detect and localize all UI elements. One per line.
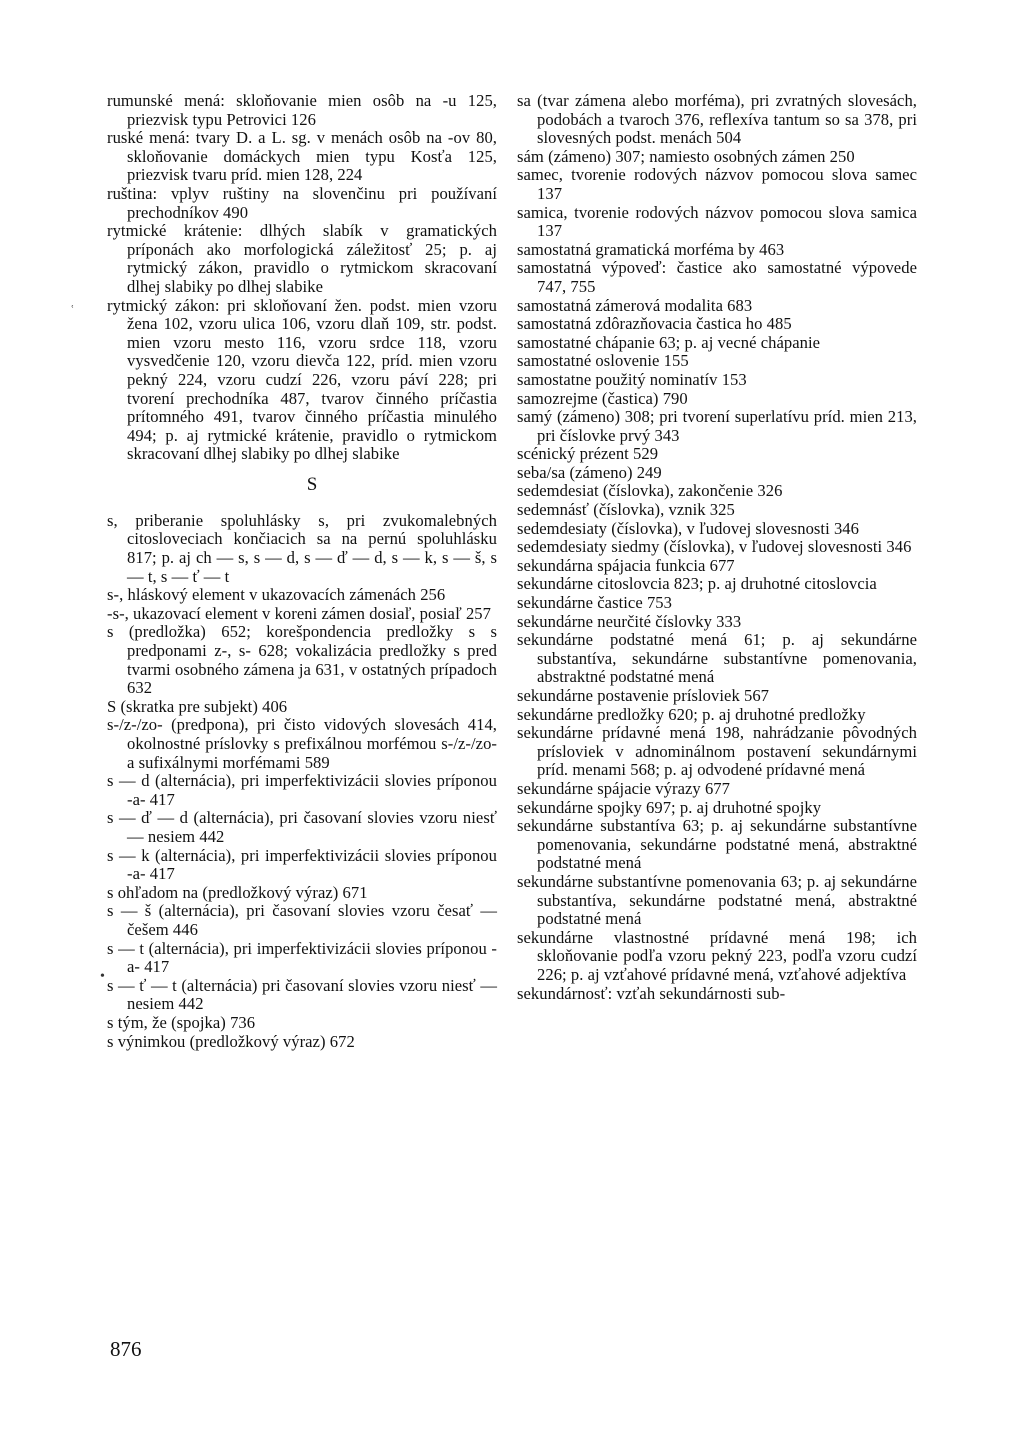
index-entry: s — ť — t (alternácia) pri časovaní slovies vzoru niesť — nesiem 442	[107, 975, 497, 1014]
index-entry: rumunské mená: skloňovanie mien osôb na -u 125, priezvisk typu Petrovici 126	[107, 91, 497, 129]
index-entry: s ohľadom na (predložkový výraz) 671	[107, 882, 368, 902]
index-entry: sekundárne neurčité číslovky 333	[517, 611, 742, 631]
index-entry: S (skratka pre subjekt) 406	[107, 696, 288, 716]
index-entry: sekundárne spájacie výrazy 677	[517, 778, 730, 798]
index-entry: samostatná gramatická morféma by 463	[517, 239, 785, 259]
index-entry: samý (zámeno) 308; pri tvorení superlatívu príd. mien 213, pri číslovke prvý 343	[517, 407, 917, 445]
index-entry: s (predložka) 652; korešpondencia predložky s s predponami z-, s- 628; vokalizácia predložky s pred tvarmi osobného zámena ja 631, v ostatných prípadoch 632	[107, 622, 497, 698]
index-entry: s — ď — d (alternácia), pri časovaní slovies vzoru niesť — nesiem 442	[107, 808, 497, 846]
index-entry: scénický prézent 529	[517, 444, 659, 464]
index-entry: sekundárne podstatné mená 61; p. aj sekundárne substantíva, sekundárne substantívne pomenovania, abstraktné podstatné mená	[517, 630, 917, 687]
index-entry: s — d (alternácia), pri imperfektivizácii slovies príponou -a- 417	[107, 771, 497, 809]
index-entry: ruské mená: tvary D. a L. sg. v menách osôb na -ov 80, skloňovanie domáckych mien typu Kosťa 125, priezvisk tvaru príd. mien 128, 224	[107, 128, 497, 185]
index-entry: seba/sa (zámeno) 249	[517, 462, 662, 482]
index-entry: -s-, ukazovací element v koreni zámen dosiaľ, posiaľ 257	[107, 603, 491, 623]
index-entry: sekundárne častice 753	[517, 593, 672, 613]
index-entry: sedemdesiaty siedmy (číslovka), v ľudovej slovesnosti 346	[517, 537, 912, 557]
index-entry: rytmický zákon: pri skloňovaní žen. podst. mien vzoru žena 102, vzoru ulica 106, vzoru dlaň 109, str. podst. mien vzoru mesto 116, vzoru srdce 118, vzoru vysvedčenie 120, vzoru dievča 122, príd. mien vzoru pekný 224, vzoru cudzí 226, vzoru páví 228; pri tvorení prechodníka 487, tvarov činného príčastia prítomného 491, tvarov činného príčastia minulého 494; p. aj rytmické krátenie, pravidlo o rytmickom skracovaní dlhej slabiky po dlhej slabike	[107, 295, 497, 464]
page-number: 876	[110, 1337, 142, 1361]
index-entry: sekundárne substantívne pomenovania 63; p. aj sekundárne substantíva, sekundárne podstatné mená, abstraktné podstatné mená	[517, 871, 917, 929]
index-entry: samec, tvorenie rodových názvov pomocou slova samec 137	[517, 165, 917, 203]
margin-mark: ʿ	[70, 304, 75, 319]
index-entry: samostatne použitý nominatív 153	[517, 369, 747, 389]
index-entry: sekundárne prídavné mená 198, nahrádzanie pôvodných prísloviek v adnominálnom postavení sekundárnymi príd. menami 568; p. aj odvodené prídavné mená	[517, 723, 917, 780]
index-entry: sekundárnosť: vzťah sekundárnosti sub-	[517, 983, 786, 1003]
index-entry: sekundárna spájacia funkcia 677	[517, 555, 735, 575]
index-entry: sedemdesiaty (číslovka), v ľudovej slovesnosti 346	[517, 518, 859, 538]
index-entry: sedemdesiat (číslovka), zakončenie 326	[517, 481, 783, 501]
index-entry: s — t (alternácia), pri imperfektivizácii slovies príponou -a- 417	[107, 938, 497, 977]
index-entry: s tým, že (spojka) 736	[107, 1012, 256, 1032]
index-entry: rytmické krátenie: dlhých slabík v gramatických príponách ako morfologická záležitosť 25; p. aj rytmický zákon, pravidlo o rytmickom skracovaní dlhej slabiky po dlhej slabike	[107, 221, 497, 296]
section-heading-s: S	[306, 473, 318, 495]
index-entry: sekundárne substantíva 63; p. aj sekundárne substantívne pomenovania, sekundárne podstatné mená, abstraktné podstatné mená	[517, 816, 917, 873]
index-entry: sekundárne spojky 697; p. aj druhotné spojky	[517, 797, 822, 817]
index-entry: ruština: vplyv ruštiny na slovenčinu pri používaní prechodníkov 490	[107, 183, 497, 222]
index-entry: samostatná zámerová modalita 683	[517, 295, 753, 315]
index-entry: sám (zámeno) 307; namiesto osobných zámen 250	[517, 146, 855, 166]
index-entry: sekundárne predložky 620; p. aj druhotné predložky	[517, 704, 866, 724]
index-entry: sekundárne postavenie prísloviek 567	[517, 686, 770, 705]
margin-dot: •	[100, 969, 105, 984]
right-column	[517, 92, 917, 1003]
index-entry: s — k (alternácia), pri imperfektivizácii slovies príponou -a- 417	[107, 845, 497, 884]
index-entry: samozrejme (častica) 790	[517, 388, 688, 408]
index-entry: samostatná zdôrazňovacia častica ho 485	[517, 314, 792, 334]
index-entry: sekundárne vlastnostné prídavné mená 198; ich skloňovanie podľa vzoru pekný 223, podľa vzoru cudzí 226; p. aj vzťahové prídavné mená, vzťahové adjektíva	[517, 927, 917, 984]
index-entry: s-, hláskový element v ukazovacích zámenách 256	[107, 585, 446, 605]
left-column	[107, 92, 497, 1051]
index-entry: samostatné chápanie 63; p. aj vecné chápanie	[517, 332, 821, 352]
index-entry: sa (tvar zámena alebo morféma), pri zvratných slovesách, podobách a tvaroch 376, reflexíva tantum so sa 378, pri slovesných podst. menách 504	[517, 91, 917, 148]
index-entry: s-/z-/zo- (predpona), pri čisto vidových slovesách 414, okolnostné príslovky s prefixálnou morfémou s-/z-/zo- a sufixálnymi morfémami 589	[107, 715, 497, 772]
index-entry: samica, tvorenie rodových názvov pomocou slova samica 137	[517, 202, 917, 241]
index-entry: sedemnásť (číslovka), vznik 325	[517, 500, 735, 520]
index-entry: s — š (alternácia), pri časovaní slovies vzoru česať — češem 446	[107, 901, 497, 939]
index-entry: sekundárne citoslovcia 823; p. aj druhotné citoslovcia	[517, 574, 877, 594]
index-entry: s výnimkou (predložkový výraz) 672	[107, 1031, 355, 1051]
index-entry: s, priberanie spoluhlásky s, pri zvukomalebných citosloveciach končiacich sa na pernú spoluhlásku 817; p. aj ch — s, s — d, s — ď — d, s — k, s — š, s — t, s — ť — t	[107, 510, 497, 586]
index-entry: samostatná výpoveď: častice ako samostatné výpovede 747, 755	[517, 258, 917, 296]
index-entry: samostatné oslovenie 155	[517, 351, 689, 371]
